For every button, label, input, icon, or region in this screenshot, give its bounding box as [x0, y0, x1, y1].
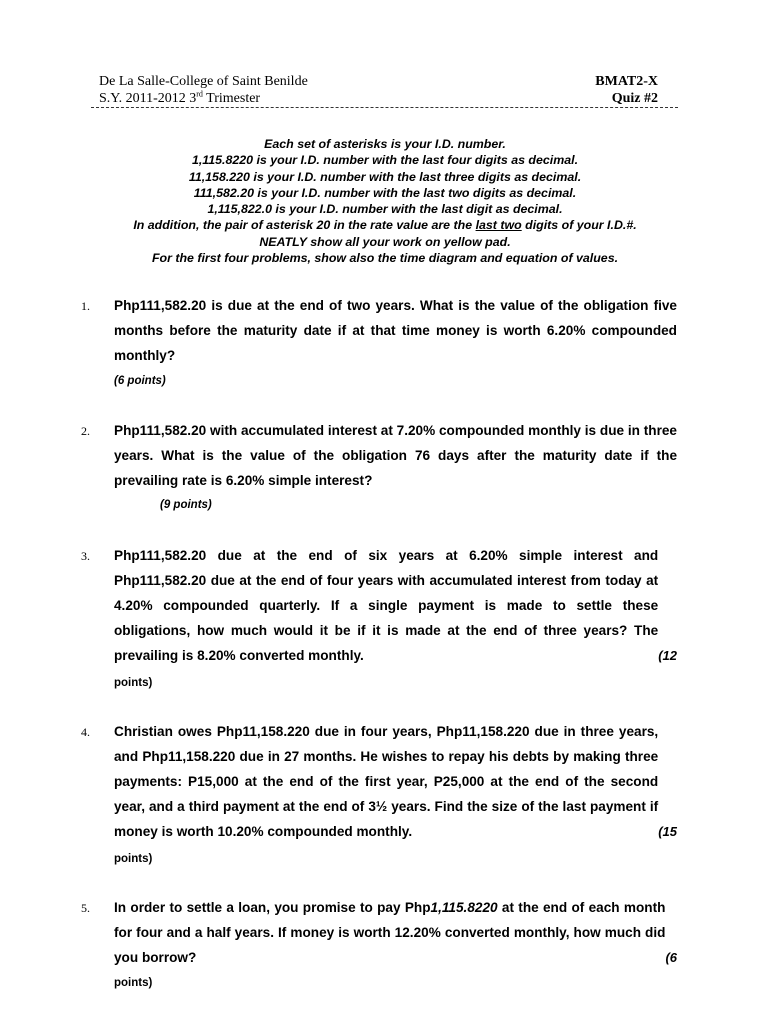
instruction-text: In addition, the pair of asterisk 20 in the rate value are the: [133, 218, 476, 233]
problem-text-italic: 1,115.8220: [430, 900, 498, 915]
trimester-text: Trimester: [202, 91, 261, 106]
problem-text-b: at the end of each month for four and a half years. If money is worth 12.20% converted monthly, how much did you borrow?: [114, 900, 666, 965]
problem-points-start: (12: [658, 648, 677, 663]
instruction-line: For the first four problems, show also the time diagram and equation of values.: [151, 251, 619, 266]
header-left: [99, 73, 308, 107]
problem-points-start: (15: [658, 824, 677, 839]
problem-text-a: In order to settle a loan, you promise to pay Php: [114, 900, 431, 915]
underlined-text: last two: [475, 218, 522, 233]
instruction-line: 111,582.20 is your I.D. number with the last two digits as decimal.: [193, 185, 577, 200]
problem-text-block: [114, 719, 677, 844]
problem-points: (9 points): [160, 499, 212, 511]
problem-text-block: [114, 543, 677, 668]
course-code: BMAT2-X: [595, 74, 658, 89]
instruction-line: 11,158.220 is your I.D. number with the last three digits as decimal.: [188, 169, 582, 184]
instruction-text: digits of your I.D.#.: [521, 218, 637, 233]
instruction-line: 1,115.8220 is your I.D. number with the last four digits as decimal.: [191, 153, 579, 168]
header-right: [595, 73, 658, 107]
instruction-line: NEATLY show all your work on yellow pad.: [259, 234, 511, 249]
problem-number: 2.: [81, 424, 90, 438]
quiz-number: Quiz #2: [611, 91, 658, 106]
instruction-line: [95, 217, 675, 233]
dashed-divider: [91, 107, 678, 115]
instruction-line: 1,115,822.0 is your I.D. number with the last digit as decimal.: [207, 202, 563, 217]
school-name: De La Salle-College of Saint Benilde: [99, 74, 308, 89]
school-year-text: S.Y. 2011-2012 3: [99, 91, 197, 106]
problem-points-end: points): [114, 977, 153, 989]
instructions: [95, 136, 675, 266]
problem-text: Christian owes Php11,158.220 due in four years, Php11,158.220 due in three years, and Php11,158.220 due in 27 months. He wishes to repay his debts by making three payments: P15,000 at the end of the first year, P25,000 at the end of the second year, and a third payment at the end of 3½ years. Find the size of the last payment if money is worth 10.20% compounded monthly.: [114, 724, 659, 839]
problem-number: 1.: [81, 299, 90, 313]
problem-points-end: points): [114, 853, 153, 865]
problem-points-end: points): [114, 677, 153, 689]
problem-text: Php111,582.20 is due at the end of two years. What is the value of the obligation five months before the maturity date if at that time money is worth 6.20% compounded monthly?: [114, 298, 677, 363]
problem-points-start: (6: [665, 950, 677, 965]
trimester-superscript: rd: [196, 89, 203, 99]
problem-text-block: [114, 895, 677, 970]
problem-text: Php111,582.20 with accumulated interest at 7.20% compounded monthly is due in three years. What is the value of the obligation 76 days after the maturity date if the prevailing rate is 6.20% simple interest?: [114, 423, 677, 488]
school-year: [99, 90, 308, 107]
problem-number: 3.: [81, 549, 90, 563]
problem-text: Php111,582.20 due at the end of six years at 6.20% simple interest and Php111,582.20 due at the end of four years with accumulated interest from today at 4.20% compounded quarterly. If a single payment is made to settle these obligations, how much would it be if it is made at the end of three years? The prevailing is 8.20% converted monthly.: [114, 548, 659, 663]
problem-points: (6 points): [114, 375, 166, 387]
problem-number: 4.: [81, 725, 90, 739]
instruction-line: Each set of asterisks is your I.D. number.: [264, 137, 506, 151]
problem-number: 5.: [81, 901, 90, 915]
